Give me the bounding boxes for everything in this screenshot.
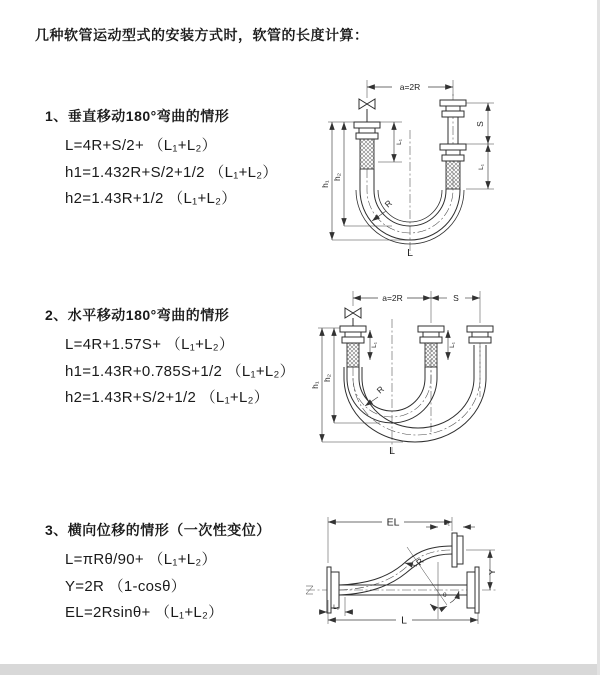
dim-label-h2: h₂ <box>332 172 342 182</box>
dim-label-y: Y <box>487 569 497 575</box>
dim-label-l: L <box>407 247 413 259</box>
section-heading: 3、横向位移的情形（一次性变位） <box>45 522 271 538</box>
right-fitting <box>467 326 493 343</box>
section-vertical-bend <box>45 106 278 213</box>
dim-label-a2r: a=2R <box>399 82 421 92</box>
dim-label-l1-top: L₁ <box>444 520 450 527</box>
geometry-construction <box>407 547 459 619</box>
valve-icon <box>345 308 361 326</box>
dim-label-l1: L₁ <box>396 139 403 145</box>
left-fitting <box>354 122 380 169</box>
middle-fitting <box>418 326 444 367</box>
dim-label-r: R <box>414 556 426 568</box>
formula-line: Y=2R （1-cosθ） <box>65 577 187 595</box>
diagram-lateral-displacement <box>300 505 600 655</box>
left-fitting <box>340 326 366 367</box>
diagram-vertical-180-bend <box>312 72 597 260</box>
dim-label-l1b: L₁ <box>478 164 485 170</box>
dim-label-a2r: a=2R <box>382 293 403 303</box>
formula-line: h1=1.432R+S/2+1/2 （L₁+L₂） <box>65 163 278 181</box>
formula-line: L=πRθ/90+ （L₁+L₂） <box>65 551 217 568</box>
dim-label-r: R <box>382 197 394 210</box>
valve-icon <box>359 99 375 122</box>
dim-label-h2: h₂ <box>322 373 332 383</box>
section-lateral-displacement <box>45 520 271 627</box>
dim-label-l1-left: L₁ <box>333 604 339 611</box>
right-fitting <box>440 100 466 189</box>
dim-label-h1: h₁ <box>310 381 320 389</box>
scan-edge-bottom <box>0 664 600 675</box>
formula-line: L=4R+S/2+ （L₁+L₂） <box>65 137 217 154</box>
formula-line: h2=1.43R+1/2 （L₁+L₂） <box>65 190 237 207</box>
hose-assembly <box>344 345 486 442</box>
dim-label-h1: h₁ <box>320 180 330 188</box>
dim-label-l: L <box>389 445 395 457</box>
formula-line: h2=1.43R+S/2+1/2 （L₁+L₂） <box>65 389 270 406</box>
centerlines <box>353 319 480 453</box>
section-heading: 2、水平移动180°弯曲的情形 <box>45 307 230 323</box>
right-flange <box>467 567 479 613</box>
page-title: 几种软管运动型式的安装方式时，软管的长度计算： <box>35 27 369 43</box>
formula-line: h1=1.43R+0.785S+1/2 （L₁+L₂） <box>65 362 295 380</box>
dimensions <box>320 80 494 259</box>
dim-label-s: S <box>453 293 459 303</box>
dim-label-l1a: L₁ <box>371 342 378 348</box>
diagram-horizontal-180-bend <box>308 283 600 461</box>
formula-line: L=4R+1.57S+ （L₁+L₂） <box>65 336 235 353</box>
dim-label-el: EL <box>386 516 400 529</box>
section-heading: 1、垂直移动180°弯曲的情形 <box>45 108 230 124</box>
dimensions <box>310 291 480 457</box>
dim-label-s: S <box>475 121 485 127</box>
upper-flange <box>452 533 463 567</box>
dim-label-l1b: L₁ <box>449 342 456 348</box>
section-horizontal-bend <box>45 305 295 412</box>
dim-label-r: R <box>374 383 386 396</box>
dim-label-theta: θ <box>443 592 447 599</box>
formula-line: EL=2Rsinθ+ （L₁+L₂） <box>65 604 224 621</box>
dim-label-l: L <box>401 614 407 627</box>
